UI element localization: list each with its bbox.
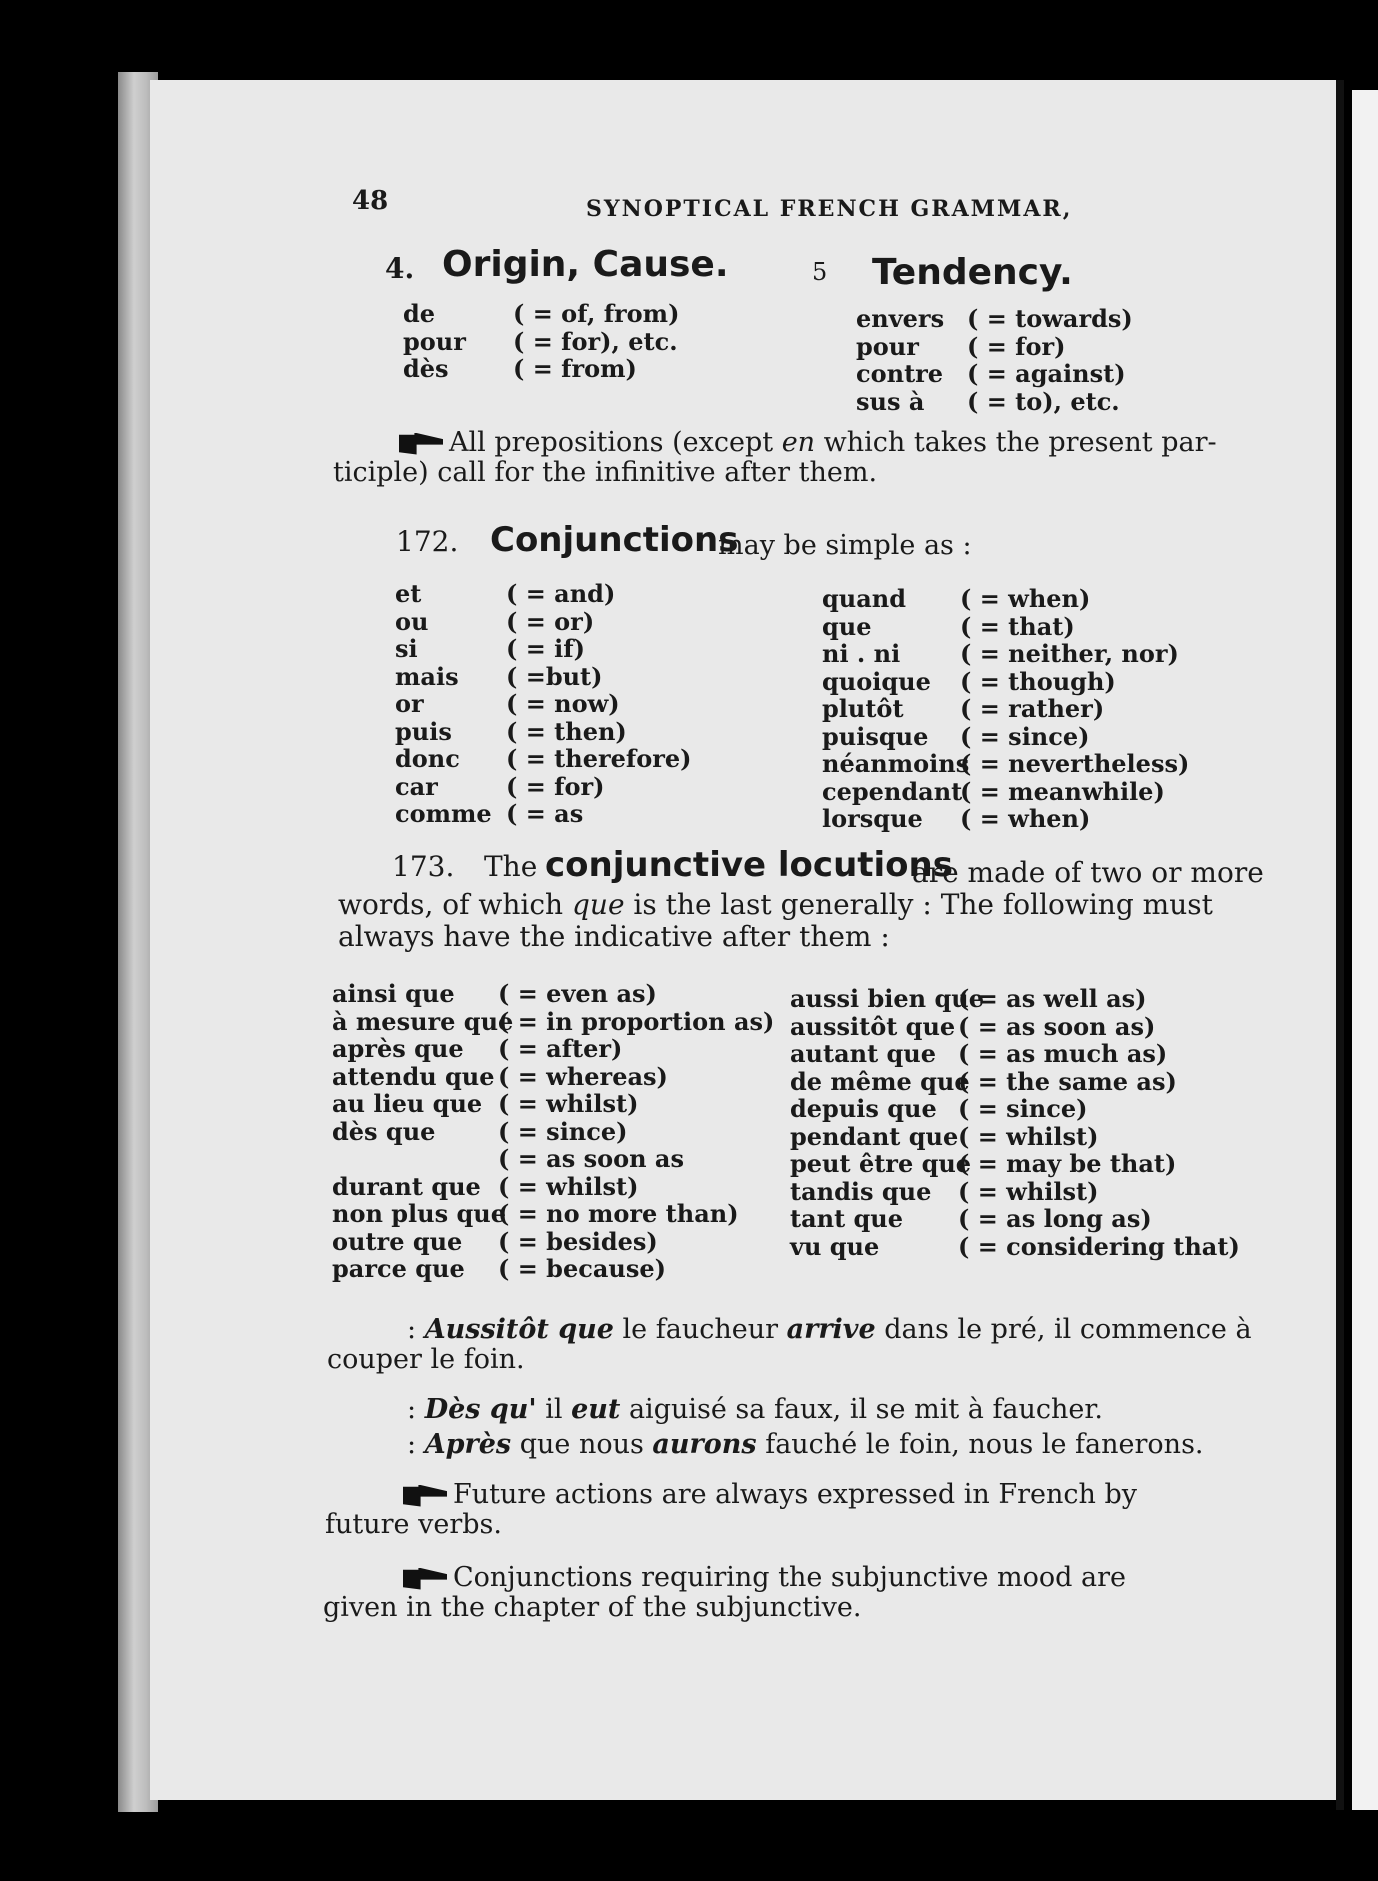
list-item: après que xyxy=(332,1034,464,1063)
sec5-title: Tendency. xyxy=(872,252,1073,293)
list-item: ni . ni xyxy=(822,639,901,668)
list-item: ( = whereas) xyxy=(498,1061,668,1091)
list-item: pour xyxy=(403,326,466,356)
list-item: ( = even as) xyxy=(498,979,657,1008)
subjunctive-note: Conjunctions requiring the subjunctive mood are given in the chapter of the subjunctive. xyxy=(323,1562,1126,1623)
list-item: ou xyxy=(395,606,429,636)
list-item: ( = since) xyxy=(498,1116,628,1146)
s173-line3: always have the indicative after them : xyxy=(338,920,890,953)
list-item: quoique xyxy=(822,666,931,696)
list-item: non plus que xyxy=(332,1199,506,1228)
list-item: ( = or) xyxy=(506,606,595,636)
list-item: ( = as much as) xyxy=(958,1039,1168,1068)
list-item: depuis que xyxy=(790,1094,937,1123)
list-item: comme xyxy=(395,799,492,828)
s172-left-words xyxy=(395,580,492,828)
list-item: ( = whilst) xyxy=(958,1121,1099,1151)
s173-right-meanings xyxy=(958,985,1240,1260)
list-item: ( = nevertheless) xyxy=(960,749,1190,778)
s173-the: The xyxy=(484,850,538,883)
list-item: ( = when) xyxy=(960,584,1091,613)
list-item: à mesure que xyxy=(332,1006,514,1036)
list-item: contre xyxy=(856,359,944,388)
list-item: au lieu que xyxy=(332,1089,483,1118)
pointing-hand-icon xyxy=(403,1485,447,1507)
example-1: : Aussitôt que le faucheur arrive dans le pré, il commence à couper le foin. xyxy=(327,1314,1252,1375)
pointing-hand-icon xyxy=(403,1568,447,1590)
list-item: lorsque xyxy=(822,804,923,833)
list-item: ( = neither, nor) xyxy=(960,639,1179,668)
list-item: ( = that) xyxy=(960,611,1075,641)
sec4-title: Origin, Cause. xyxy=(442,244,729,285)
list-item: parce que xyxy=(332,1254,465,1283)
list-item: ( = in proportion as) xyxy=(498,1006,775,1036)
list-item: néanmoins xyxy=(822,749,970,778)
list-item: ( = may be that) xyxy=(958,1149,1177,1178)
list-item: ( = for), etc. xyxy=(513,326,678,356)
list-item: ( = then) xyxy=(506,716,627,746)
list-item: tandis que xyxy=(790,1176,932,1206)
list-item: ( = rather) xyxy=(960,694,1105,723)
list-item: ( = considering that) xyxy=(958,1231,1240,1261)
list-item: donc xyxy=(395,744,460,773)
list-item: ( = of, from) xyxy=(513,299,680,328)
list-item: ( = since) xyxy=(958,1094,1088,1123)
list-item: ( = the same as) xyxy=(958,1066,1177,1096)
list-item: autant que xyxy=(790,1039,937,1068)
list-item: cependant xyxy=(822,776,963,806)
list-item: pendant que xyxy=(790,1121,959,1151)
list-item: ( = meanwhile) xyxy=(960,776,1165,806)
list-item: ( = as soon as) xyxy=(958,1011,1156,1041)
list-item: ( = if) xyxy=(506,634,585,663)
list-item: envers xyxy=(856,304,945,333)
list-item: car xyxy=(395,771,438,801)
s173-left-words xyxy=(332,980,513,1283)
list-item: outre que xyxy=(332,1226,463,1256)
list-item: aussi bien que xyxy=(790,984,984,1013)
list-item: ( = against) xyxy=(967,359,1126,388)
sec5-meanings xyxy=(967,305,1133,415)
list-item: de même que xyxy=(790,1066,970,1096)
list-item: sus à xyxy=(856,386,925,416)
list-item: or xyxy=(395,689,424,718)
list-item: ( = besides) xyxy=(498,1226,658,1256)
sec5-number: 5 xyxy=(812,258,828,286)
list-item: ( = after) xyxy=(498,1034,623,1063)
list-item: ( = when) xyxy=(960,804,1091,833)
list-item: ( = now) xyxy=(506,689,620,718)
s173-left-meanings xyxy=(498,980,774,1283)
example-2: : Dès qu' il eut aiguisé sa faux, il se mit à faucher. xyxy=(407,1394,1103,1425)
list-item: de xyxy=(403,299,436,328)
list-item: que xyxy=(822,611,872,641)
sec5-words xyxy=(856,305,944,415)
s172-number: 172. xyxy=(396,525,459,558)
list-item: ( = towards) xyxy=(967,304,1133,333)
list-item: ( = as xyxy=(506,799,584,828)
list-item: quand xyxy=(822,584,907,613)
list-item: puisque xyxy=(822,721,929,751)
list-item: pour xyxy=(856,331,919,361)
list-item: ( = whilst) xyxy=(498,1089,639,1118)
list-item: ( = for) xyxy=(967,331,1066,361)
list-item: ( =but) xyxy=(506,661,603,691)
list-item: ( = since) xyxy=(960,721,1090,751)
list-item: aussitôt que xyxy=(790,1011,956,1041)
list-item: tant que xyxy=(790,1204,904,1233)
list-item: si xyxy=(395,634,418,663)
s173-number: 173. xyxy=(392,850,455,883)
list-item: ( = as long as) xyxy=(958,1204,1152,1233)
list-item: mais xyxy=(395,661,459,691)
list-item: ( = as soon as xyxy=(498,1144,684,1173)
sec4-words xyxy=(403,300,466,383)
future-note: Future actions are always expressed in French by future verbs. xyxy=(325,1479,1137,1540)
list-item: ( = no more than) xyxy=(498,1199,739,1228)
list-item: ( = as well as) xyxy=(958,984,1147,1013)
next-page-edge xyxy=(1352,90,1378,1810)
list-item: ( = for) xyxy=(506,771,605,801)
list-item: peut être que xyxy=(790,1149,972,1178)
list-item: ( = and) xyxy=(506,579,616,608)
prepositions-note: All prepositions (except en which takes the present par- ticiple) call for the infinitive after them. xyxy=(333,427,1217,488)
list-item: ( = to), etc. xyxy=(967,386,1120,416)
list-item: attendu que xyxy=(332,1061,495,1091)
example-3: : Après que nous aurons fauché le foin, nous le fanerons. xyxy=(407,1429,1204,1460)
list-item: puis xyxy=(395,716,452,746)
page-number: 48 xyxy=(352,186,389,216)
list-item: ( = whilst) xyxy=(958,1176,1099,1206)
sec4-meanings xyxy=(513,300,679,383)
s172-right-meanings xyxy=(960,585,1189,833)
list-item xyxy=(332,1145,513,1173)
pointing-hand-icon xyxy=(399,433,443,455)
s173-heading: conjunctive locutions xyxy=(545,845,953,885)
s172-right-words xyxy=(822,585,969,833)
list-item: ainsi que xyxy=(332,979,455,1008)
page-gutter xyxy=(1336,80,1344,1810)
s173-line1-rest: are made of two or more xyxy=(912,856,1264,889)
sec4-number: 4. xyxy=(385,252,415,285)
list-item: durant que xyxy=(332,1171,481,1201)
list-item: ( = though) xyxy=(960,666,1116,696)
running-title: SYNOPTICAL FRENCH GRAMMAR, xyxy=(586,196,1073,222)
list-item: ( = therefore) xyxy=(506,744,692,773)
list-item: et xyxy=(395,579,422,608)
list-item: plutôt xyxy=(822,694,904,723)
s173-right-words xyxy=(790,985,984,1260)
list-item: dès que xyxy=(332,1116,436,1146)
s172-intro: may be simple as : xyxy=(718,530,972,561)
list-item: ( = because) xyxy=(498,1254,666,1283)
list-item: dès xyxy=(403,354,449,383)
s172-left-meanings xyxy=(506,580,692,828)
list-item: vu que xyxy=(790,1231,880,1261)
s173-line2: words, of which que is the last generally : The following must xyxy=(338,888,1213,921)
list-item: ( = from) xyxy=(513,354,637,383)
list-item: ( = whilst) xyxy=(498,1171,639,1201)
s172-heading: Conjunctions xyxy=(490,520,739,560)
